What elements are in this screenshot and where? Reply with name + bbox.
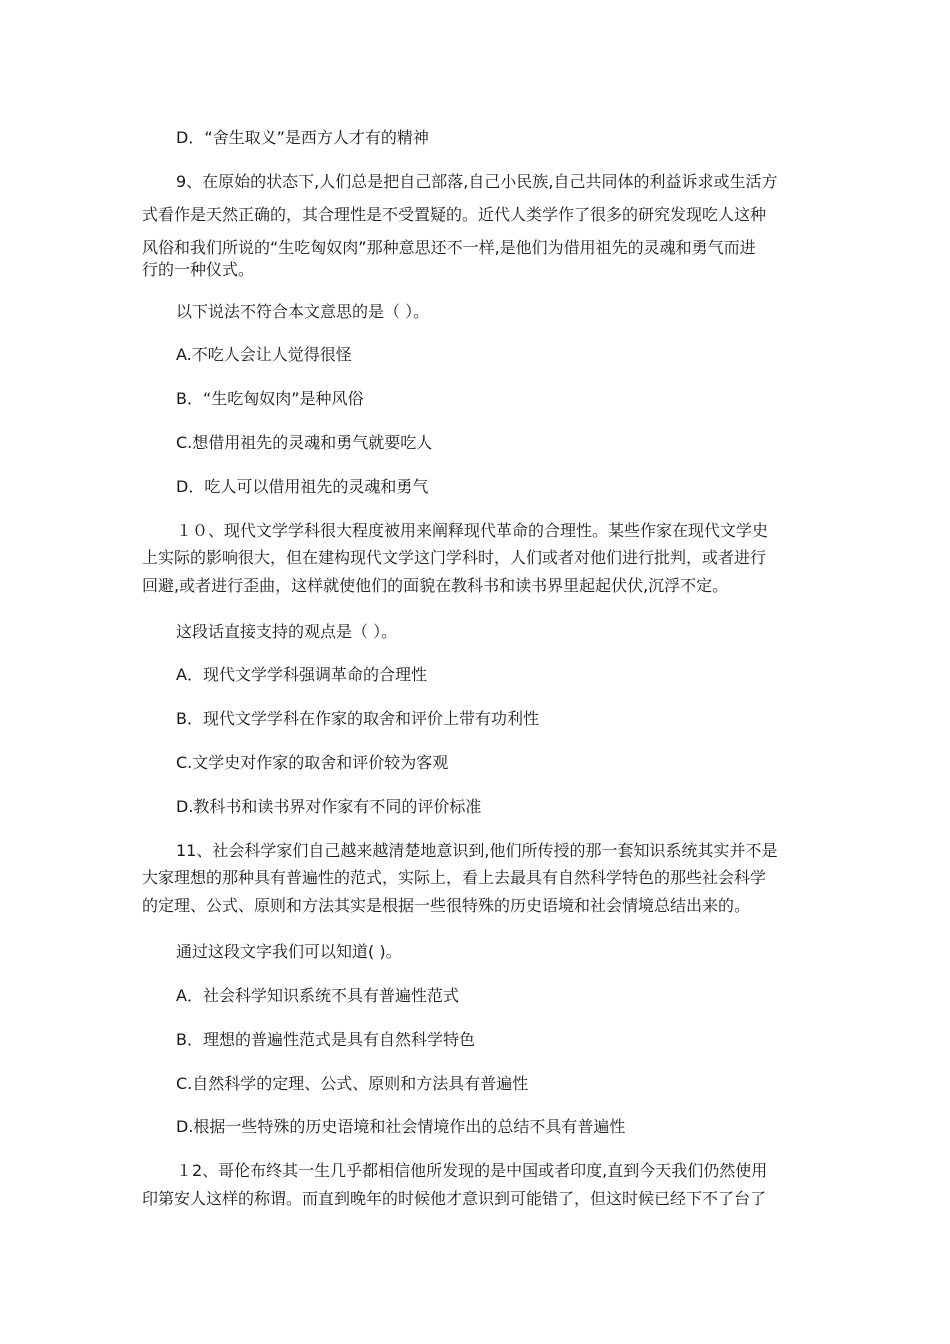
q12-passage-line-2: 印第安人这样的称谓。而直到晚年的时候他才意识到可能错了，但这时候已经下不了台了 [142,1189,767,1208]
q11-option-a: A．社会科学知识系统不具有普遍性范式 [176,986,459,1005]
q10-question: 这段话直接支持的观点是（ ）。 [176,622,398,641]
q9-passage-line-1: 9、在原始的状态下,人们总是把自己部落,自己小民族,自己共同体的利益诉求或生活方 [176,172,778,191]
q10-option-d: D.教科书和读书界对作家有不同的评价标准 [176,797,482,816]
q9-option-c: C.想借用祖先的灵魂和勇气就要吃人 [176,433,433,452]
q11-option-c: C.自然科学的定理、公式、原则和方法具有普遍性 [176,1074,529,1093]
q11-option-b: B．理想的普遍性范式是具有自然科学特色 [176,1030,475,1049]
q9-option-b: B．“生吃匈奴肉”是种风俗 [176,389,364,408]
q10-passage-line-3: 回避,或者进行歪曲，这样就使他们的面貌在教科书和读书界里起起伏伏,沉浮不定。 [142,576,729,595]
q9-option-d: D．吃人可以借用祖先的灵魂和勇气 [176,477,429,496]
q11-passage-line-2: 大家理想的那种具有普遍性的范式，实际上，看上去最具有自然科学特色的那些社会科学 [142,868,767,887]
q9-passage-line-4: 行的一种仪式。 [142,260,255,279]
q11-passage-line-3: 的定理、公式、原则和方法其实是根据一些很特殊的历史语境和社会情境总结出来的。 [142,896,751,915]
q9-passage-line-3: 风俗和我们所说的“生吃匈奴肉”那种意思还不一样,是他们为借用祖先的灵魂和勇气而进 [142,238,756,257]
q11-question: 通过这段文字我们可以知道( )。 [176,942,402,961]
q8-option-d: D．“舍生取义”是西方人才有的精神 [176,128,429,147]
q10-option-b: B．现代文学学科在作家的取舍和评价上带有功利性 [176,709,539,728]
q10-option-c: C.文学史对作家的取舍和评价较为客观 [176,753,449,772]
q9-option-a: A.不吃人会让人觉得很怪 [176,345,352,364]
q9-passage-line-2: 式看作是天然正确的，其合理性是不受置疑的。近代人类学作了很多的研究发现吃人这种 [142,205,767,224]
q12-passage-line-1: １2、哥伦布终其一生几乎都相信他所发现的是中国或者印度,直到今天我们仍然使用 [176,1161,768,1180]
q10-option-a: A．现代文学学科强调革命的合理性 [176,665,427,684]
q10-passage-line-1: １０、现代文学学科很大程度被用来阐释现代革命的合理性。某些作家在现代文学史 [176,521,769,540]
q11-passage-line-1: 11、社会科学家们自己越来越清楚地意识到,他们所传授的那一套知识系统其实并不是 [176,841,778,860]
q10-passage-line-2: 上实际的影响很大，但在建构现代文学这门学科时，人们或者对他们进行批判，或者进行 [142,548,767,567]
q11-option-d: D.根据一些特殊的历史语境和社会情境作出的总结不具有普遍性 [176,1117,626,1136]
q9-question: 以下说法不符合本文意思的是（ ）。 [176,302,430,321]
